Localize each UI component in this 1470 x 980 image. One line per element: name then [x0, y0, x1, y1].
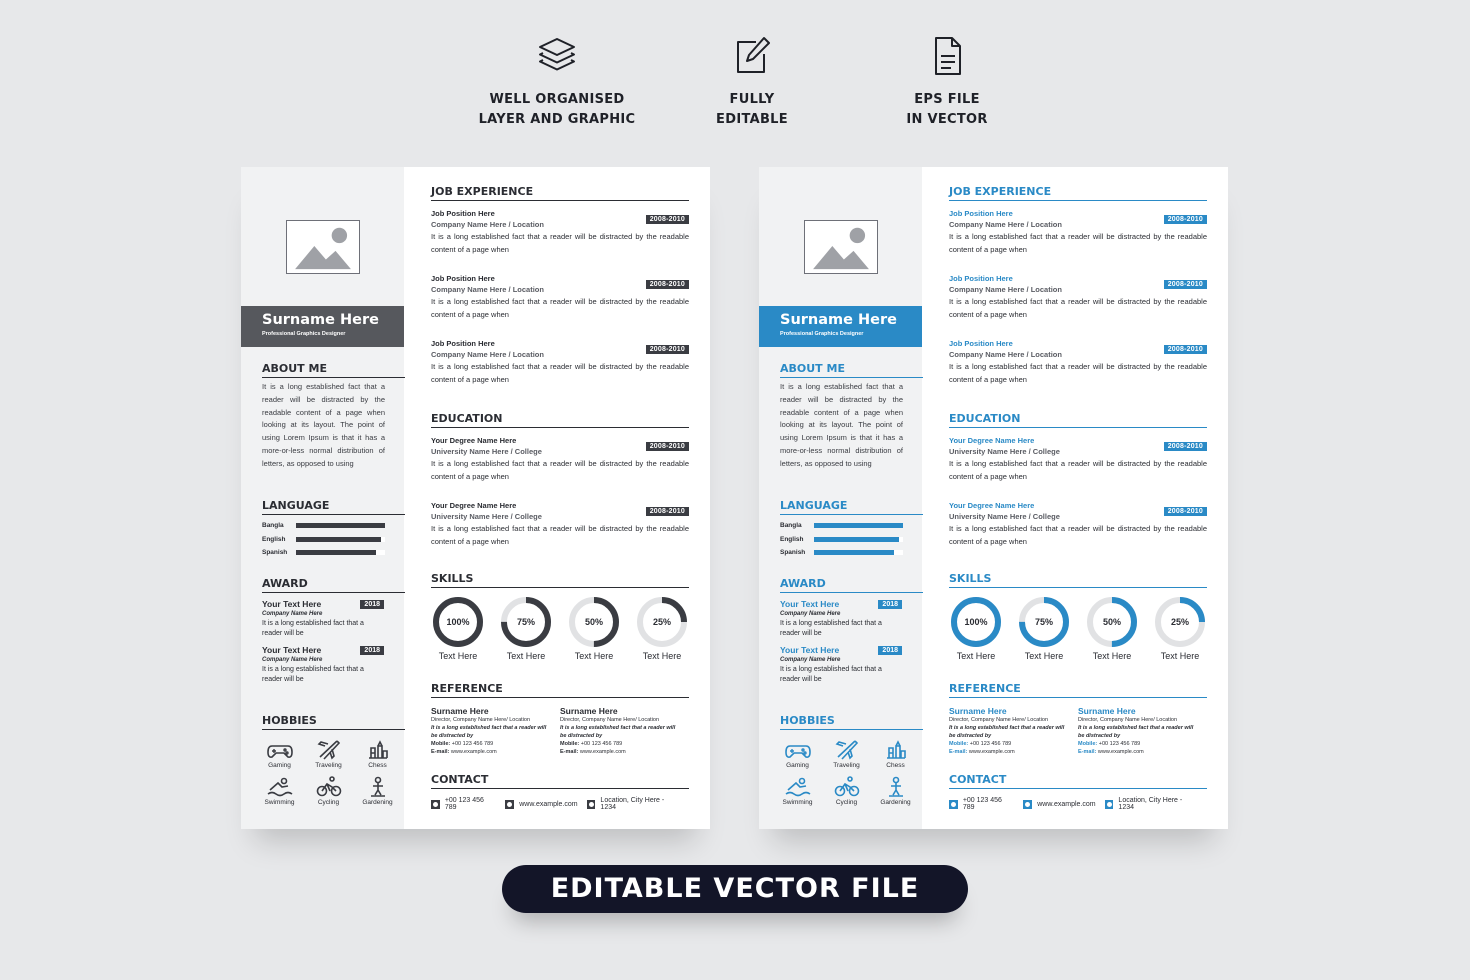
jobs-entry [949, 339, 1207, 386]
hobby-item [773, 775, 822, 806]
jobs-desc: It is a long established fact that a reader will be distracted by the readable content of a page when [949, 232, 1207, 254]
skill-label: Text Here [1092, 651, 1132, 661]
hobbies-heading: HOBBIES [262, 714, 405, 730]
language-heading: LANGUAGE [262, 499, 405, 515]
award-item [262, 599, 404, 639]
web-icon [505, 800, 514, 809]
reference-email-label: E-mail: [1078, 749, 1097, 755]
web-icon [1023, 800, 1032, 809]
education-company: University Name Here / College [431, 512, 542, 521]
language-name: Bangla [262, 522, 284, 530]
education-desc: It is a long established fact that a reader will be distracted by the readable content of a page when [431, 459, 689, 481]
reference-name: Surname Here [431, 706, 489, 716]
skill-label: Text Here [574, 651, 614, 661]
jobs-company: Company Name Here / Location [949, 285, 1062, 294]
job-section [949, 185, 1207, 386]
skill-item [499, 596, 553, 661]
award-section [780, 577, 922, 685]
hobby-item [353, 775, 402, 806]
jobs-title: Job Position Here [949, 274, 1013, 283]
language-name: Bangla [780, 522, 802, 530]
jobs-year-badge: 2008-2010 [1164, 280, 1207, 289]
education-entry [431, 436, 689, 483]
award-title: Your Text Here [780, 645, 840, 655]
contact-location: Location, City Here - 1234 [1118, 797, 1183, 811]
hobbies-heading: HOBBIES [780, 714, 923, 730]
skill-item [1085, 596, 1139, 661]
award-section [262, 577, 404, 685]
hobby-item [822, 738, 871, 769]
contact-section [431, 773, 689, 811]
hobby-label: Chess [368, 762, 387, 769]
job-heading: JOB EXPERIENCE [431, 185, 689, 201]
language-bar [296, 523, 385, 528]
skill-ring [636, 596, 688, 648]
education-heading: EDUCATION [431, 412, 689, 428]
hobby-item [255, 738, 304, 769]
skill-percent: 100% [964, 617, 988, 627]
award-title: Your Text Here [262, 599, 322, 609]
feature-line1: EPS FILE [914, 92, 980, 107]
jobs-title: Job Position Here [949, 339, 1013, 348]
language-bar [296, 550, 385, 555]
location-icon [1105, 800, 1114, 809]
reference-phone [949, 740, 1078, 748]
reference-phone-label: Mobile: [1078, 741, 1098, 747]
hobby-item [304, 775, 353, 806]
reference-phone-value: +00 123 456 789 [451, 741, 494, 747]
contact-row [949, 797, 1207, 811]
cyclist-icon [315, 775, 343, 797]
cyclist-icon [833, 775, 861, 797]
language-level [814, 523, 903, 528]
about-heading: ABOUT ME [262, 362, 405, 378]
education-year-badge: 2008-2010 [1164, 507, 1207, 516]
skill-percent: 50% [584, 617, 604, 627]
layers-icon [535, 34, 579, 78]
phone-icon [949, 800, 958, 809]
language-level [814, 537, 899, 542]
image-placeholder-icon [287, 221, 359, 273]
reference-item [949, 706, 1078, 756]
skill-item [635, 596, 689, 661]
hobby-label: Swimming [782, 799, 813, 806]
airplane-icon [315, 738, 343, 760]
feature-eps [837, 34, 1057, 130]
skill-label: Text Here [642, 651, 682, 661]
hobby-item [255, 775, 304, 806]
award-heading: AWARD [780, 577, 923, 593]
reference-phone-label: Mobile: [560, 741, 580, 747]
skill-ring [1154, 596, 1206, 648]
education-section [949, 412, 1207, 548]
hobby-item [871, 738, 920, 769]
reference-desc: It is a long established fact that a reader will be distracted by [949, 725, 1065, 739]
resume-sidebar [241, 167, 404, 829]
education-year-badge: 2008-2010 [646, 442, 689, 451]
name-banner [241, 306, 404, 347]
hobby-item [304, 738, 353, 769]
reference-email-label: E-mail: [949, 749, 968, 755]
reference-phone [560, 740, 689, 748]
skill-ring [1018, 596, 1070, 648]
award-heading: AWARD [262, 577, 405, 593]
contact-heading: CONTACT [431, 773, 689, 789]
reference-desc: It is a long established fact that a reader will be distracted by [560, 725, 676, 739]
jobs-company: Company Name Here / Location [949, 350, 1062, 359]
jobs-desc: It is a long established fact that a reader will be distracted by the readable content of a page when [431, 232, 689, 254]
skills-heading: SKILLS [431, 572, 689, 588]
language-row [780, 519, 922, 533]
feature-line2: EDITABLE [716, 112, 788, 127]
language-level [296, 523, 385, 528]
reference-section [949, 682, 1207, 756]
reference-email-value: www.example.com [450, 749, 497, 755]
about-heading: ABOUT ME [780, 362, 923, 378]
editable-vector-banner: EDITABLE VECTOR FILE [502, 865, 968, 913]
candidate-name: Surname Here [780, 312, 897, 328]
skill-ring [1086, 596, 1138, 648]
reference-name: Surname Here [949, 706, 1007, 716]
skill-percent: 100% [446, 617, 470, 627]
jobs-year-badge: 2008-2010 [646, 280, 689, 289]
reference-item [1078, 706, 1207, 756]
language-section [780, 499, 922, 560]
reference-desc: It is a long established fact that a reader will be distracted by [431, 725, 547, 739]
award-company: Company Name Here [262, 611, 323, 617]
language-name: Spanish [262, 549, 288, 557]
jobs-company: Company Name Here / Location [431, 220, 544, 229]
language-bar [814, 537, 903, 542]
jobs-title: Job Position Here [431, 274, 495, 283]
about-text: It is a long established fact that a reader will be distracted by the readable content of a page when looking at its layout. The point of using Lorem Ipsum is that it has a more-or-less normal distribution of letters, as opposed to using [780, 382, 903, 468]
reference-phone-value: +00 123 456 789 [580, 741, 623, 747]
reference-desc: It is a long established fact that a reader will be distracted by [1078, 725, 1194, 739]
skills-section [949, 572, 1207, 661]
hobby-label: Swimming [264, 799, 295, 806]
award-company: Company Name Here [262, 657, 323, 663]
jobs-entry [949, 274, 1207, 321]
skill-percent: 75% [1034, 617, 1054, 627]
document-icon [925, 34, 969, 78]
education-year-badge: 2008-2010 [646, 507, 689, 516]
jobs-company: Company Name Here / Location [949, 220, 1062, 229]
hobby-label: Cycling [317, 799, 340, 806]
reference-title: Director, Company Name Here/ Location [560, 717, 660, 723]
contact-phone: +00 123 456 789 [962, 797, 1002, 811]
jobs-entry [431, 209, 689, 256]
language-name: Spanish [780, 549, 806, 557]
image-placeholder-icon [805, 221, 877, 273]
reference-name: Surname Here [1078, 706, 1136, 716]
skill-percent: 25% [652, 617, 672, 627]
skill-item [1017, 596, 1071, 661]
skill-percent: 25% [1170, 617, 1190, 627]
award-company: Company Name Here [780, 611, 841, 617]
reference-heading: REFERENCE [431, 682, 689, 698]
language-section [262, 499, 404, 560]
jobs-title: Job Position Here [431, 209, 495, 218]
language-bar [814, 550, 903, 555]
hobbies-section [780, 714, 922, 806]
name-banner [759, 306, 922, 347]
hobby-label: Cycling [835, 799, 858, 806]
jobs-year-badge: 2008-2010 [1164, 345, 1207, 354]
award-item [780, 599, 922, 639]
jobs-desc: It is a long established fact that a reader will be distracted by the readable content of a page when [431, 362, 689, 384]
reference-phone-label: Mobile: [431, 741, 451, 747]
reference-title: Director, Company Name Here/ Location [949, 717, 1049, 723]
skill-item [567, 596, 621, 661]
skill-ring [568, 596, 620, 648]
resume-sidebar [759, 167, 922, 829]
about-section [262, 362, 404, 471]
skill-label: Text Here [956, 651, 996, 661]
award-item [780, 645, 922, 685]
job-section [431, 185, 689, 386]
edit-icon [730, 34, 774, 78]
education-entry [949, 501, 1207, 548]
feature-editable [642, 34, 862, 130]
skill-percent: 75% [516, 617, 536, 627]
photo-placeholder [804, 220, 878, 274]
reference-phone-value: +00 123 456 789 [969, 741, 1012, 747]
award-title: Your Text Here [262, 645, 322, 655]
skill-ring [500, 596, 552, 648]
jobs-entry [949, 209, 1207, 256]
award-desc: It is a long established fact that a reader will be [262, 620, 364, 637]
swimmer-icon [784, 775, 812, 797]
education-desc: It is a long established fact that a reader will be distracted by the readable content of a page when [949, 524, 1207, 546]
education-entry [431, 501, 689, 548]
award-year-badge: 2018 [878, 646, 902, 655]
reference-email [1078, 748, 1207, 756]
language-level [296, 537, 381, 542]
award-desc: It is a long established fact that a reader will be [780, 620, 882, 637]
skills-heading: SKILLS [949, 572, 1207, 588]
hobby-label: Gardening [362, 799, 393, 806]
reference-email [949, 748, 1078, 756]
hobby-label: Gaming [786, 762, 809, 769]
contact-phone: +00 123 456 789 [444, 797, 484, 811]
reference-title: Director, Company Name Here/ Location [431, 717, 531, 723]
hobby-label: Gardening [880, 799, 911, 806]
language-level [296, 550, 376, 555]
reference-name: Surname Here [560, 706, 618, 716]
skill-item [949, 596, 1003, 661]
language-bar [814, 523, 903, 528]
education-title: Your Degree Name Here [431, 436, 517, 445]
language-level [814, 550, 894, 555]
phone-icon [431, 800, 440, 809]
about-section [780, 362, 922, 471]
reference-email [431, 748, 560, 756]
education-section [431, 412, 689, 548]
language-row [780, 546, 922, 560]
education-desc: It is a long established fact that a reader will be distracted by the readable content of a page when [431, 524, 689, 546]
jobs-year-badge: 2008-2010 [1164, 215, 1207, 224]
hobby-label: Gaming [268, 762, 291, 769]
resume-blue [759, 167, 1228, 829]
language-row [780, 533, 922, 547]
jobs-title: Job Position Here [431, 339, 495, 348]
chess-icon [882, 738, 910, 760]
award-year-badge: 2018 [360, 600, 384, 609]
education-title: Your Degree Name Here [949, 501, 1035, 510]
feature-line2: LAYER AND GRAPHIC [478, 112, 636, 127]
language-row [262, 546, 404, 560]
contact-section [949, 773, 1207, 811]
jobs-desc: It is a long established fact that a reader will be distracted by the readable content of a page when [949, 297, 1207, 319]
hobbies-section [262, 714, 404, 806]
skill-label: Text Here [1160, 651, 1200, 661]
hobby-item [871, 775, 920, 806]
education-heading: EDUCATION [949, 412, 1207, 428]
jobs-entry [431, 274, 689, 321]
reference-item [560, 706, 689, 756]
hobby-label: Traveling [315, 762, 342, 769]
hobby-label: Chess [886, 762, 905, 769]
candidate-name: Surname Here [262, 312, 379, 328]
skill-label: Text Here [438, 651, 478, 661]
reference-email-value: www.example.com [968, 749, 1015, 755]
education-year-badge: 2008-2010 [1164, 442, 1207, 451]
education-entry [949, 436, 1207, 483]
hobby-item [773, 738, 822, 769]
reference-email [560, 748, 689, 756]
reference-phone [1078, 740, 1207, 748]
language-name: English [262, 535, 286, 543]
award-desc: It is a long established fact that a reader will be [780, 666, 882, 683]
skills-section [431, 572, 689, 661]
skill-ring [950, 596, 1002, 648]
reference-item [431, 706, 560, 756]
reference-email-label: E-mail: [431, 749, 450, 755]
award-year-badge: 2018 [878, 600, 902, 609]
award-company: Company Name Here [780, 657, 841, 663]
gamepad-icon [784, 738, 812, 760]
contact-heading: CONTACT [949, 773, 1207, 789]
language-bar [296, 537, 385, 542]
reference-email-value: www.example.com [579, 749, 626, 755]
resume-dark [241, 167, 710, 829]
reference-title: Director, Company Name Here/ Location [1078, 717, 1178, 723]
feature-layers [447, 34, 667, 130]
feature-line1: WELL ORGANISED [489, 92, 625, 107]
education-title: Your Degree Name Here [949, 436, 1035, 445]
reference-heading: REFERENCE [949, 682, 1207, 698]
gamepad-icon [266, 738, 294, 760]
gardening-icon [882, 775, 910, 797]
hobby-item [822, 775, 871, 806]
about-text: It is a long established fact that a reader will be distracted by the readable content of a page when looking at its layout. The point of using Lorem Ipsum is that it has a more-or-less normal distribution of letters, as opposed to using [262, 382, 385, 468]
education-desc: It is a long established fact that a reader will be distracted by the readable content of a page when [949, 459, 1207, 481]
jobs-title: Job Position Here [949, 209, 1013, 218]
reference-email-label: E-mail: [560, 749, 579, 755]
language-name: English [780, 535, 804, 543]
jobs-year-badge: 2008-2010 [646, 345, 689, 354]
hobby-label: Traveling [833, 762, 860, 769]
contact-location: Location, City Here - 1234 [600, 797, 665, 811]
jobs-year-badge: 2008-2010 [646, 215, 689, 224]
jobs-company: Company Name Here / Location [431, 350, 544, 359]
airplane-icon [833, 738, 861, 760]
candidate-title: Professional Graphics Designer [262, 331, 346, 337]
skill-percent: 50% [1102, 617, 1122, 627]
language-row [262, 519, 404, 533]
award-year-badge: 2018 [360, 646, 384, 655]
reference-section [431, 682, 689, 756]
reference-phone [431, 740, 560, 748]
education-title: Your Degree Name Here [431, 501, 517, 510]
candidate-title: Professional Graphics Designer [780, 331, 864, 337]
education-company: University Name Here / College [949, 447, 1060, 456]
award-title: Your Text Here [780, 599, 840, 609]
photo-placeholder [286, 220, 360, 274]
skill-item [431, 596, 485, 661]
skill-item [1153, 596, 1207, 661]
skill-ring [432, 596, 484, 648]
language-row [262, 533, 404, 547]
language-heading: LANGUAGE [780, 499, 923, 515]
hobby-item [353, 738, 402, 769]
feature-line2: IN VECTOR [906, 112, 988, 127]
reference-phone-label: Mobile: [949, 741, 969, 747]
gardening-icon [364, 775, 392, 797]
chess-icon [364, 738, 392, 760]
reference-email-value: www.example.com [1097, 749, 1144, 755]
jobs-desc: It is a long established fact that a reader will be distracted by the readable content of a page when [949, 362, 1207, 384]
contact-web: www.example.com [1037, 800, 1096, 808]
education-company: University Name Here / College [431, 447, 542, 456]
contact-row [431, 797, 689, 811]
jobs-desc: It is a long established fact that a reader will be distracted by the readable content of a page when [431, 297, 689, 319]
jobs-entry [431, 339, 689, 386]
swimmer-icon [266, 775, 294, 797]
feature-line1: FULLY [729, 92, 775, 107]
reference-phone-value: +00 123 456 789 [1098, 741, 1141, 747]
jobs-company: Company Name Here / Location [431, 285, 544, 294]
contact-web: www.example.com [519, 800, 578, 808]
job-heading: JOB EXPERIENCE [949, 185, 1207, 201]
skill-label: Text Here [506, 651, 546, 661]
award-item [262, 645, 404, 685]
education-company: University Name Here / College [949, 512, 1060, 521]
award-desc: It is a long established fact that a reader will be [262, 666, 364, 683]
location-icon [587, 800, 596, 809]
skill-label: Text Here [1024, 651, 1064, 661]
